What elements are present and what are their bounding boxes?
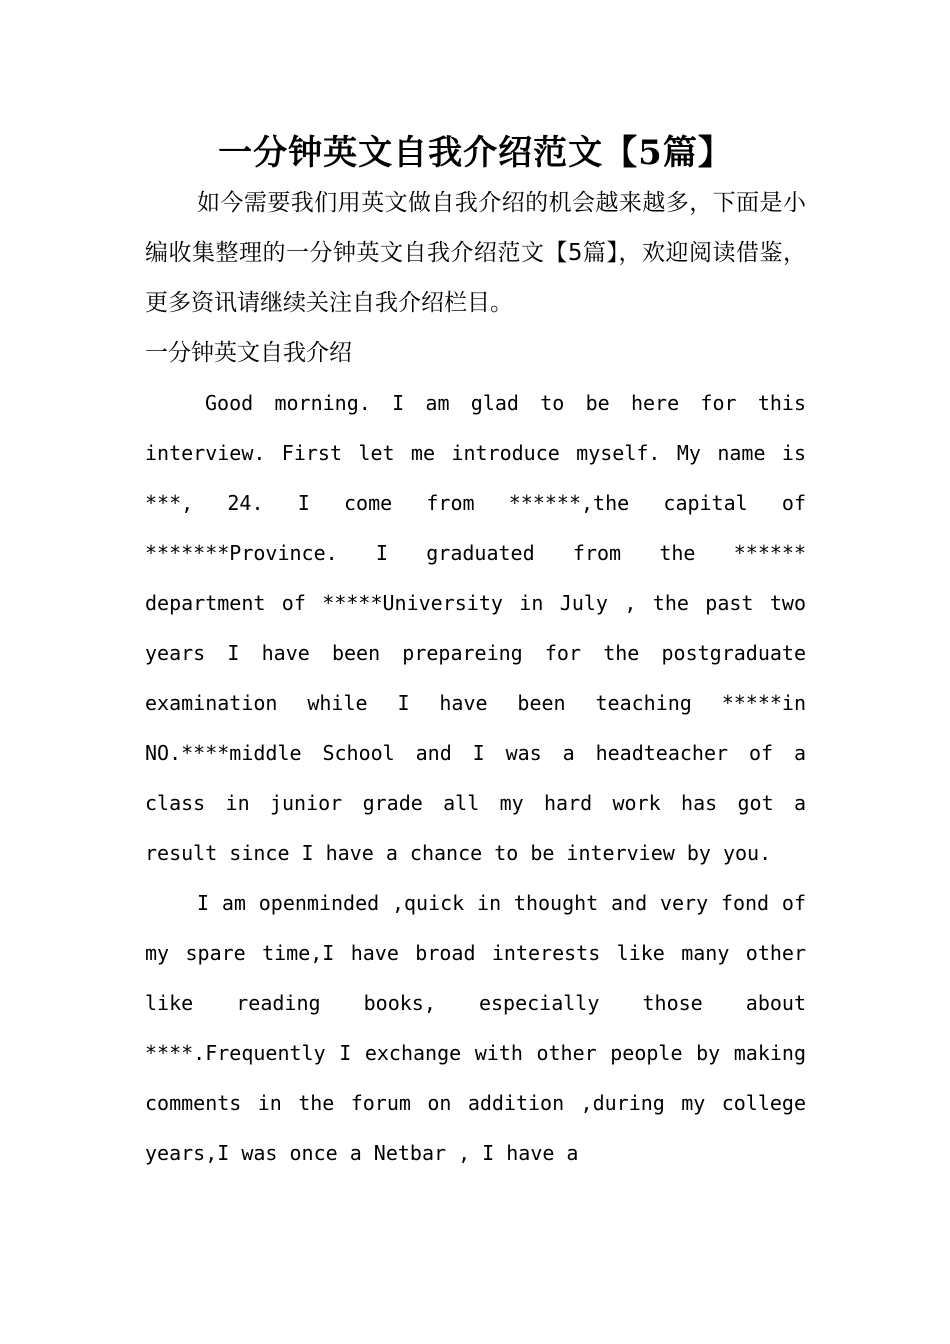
document-title: 一分钟英文自我介绍范文【5篇】	[218, 133, 733, 173]
body-paragraph-2: I am openminded ,quick in thought and very fond of my spare time,I have broad interests like many other like reading books, especially those about ****.Frequently I exchange with other people by making comments in the forum on addition ,during my college years,I was once a Netbar , I have a	[145, 891, 806, 1165]
document-page	[145, 128, 806, 1178]
intro-paragraph: 如今需要我们用英文做自我介绍的机会越来越多，下面是小编收集整理的一分钟英文自我介绍范文【5篇】，欢迎阅读借鉴，更多资讯请继续关注自我介绍栏目。	[145, 190, 806, 316]
section-heading: 一分钟英文自我介绍	[145, 340, 352, 366]
body-paragraph-1: Good morning. I am glad to be here for this interview. First let me introduce myself. My name is ***, 24. I come from ******,the capital of *******Province. I graduated from the ****** department of *****University in July , the past two years I have been prepareing for the postgraduate examination while I have been teaching *****in NO.****middle School and I was a headteacher of a class in junior grade all my hard work has got a result since I have a chance to be interview by you.	[145, 391, 806, 865]
